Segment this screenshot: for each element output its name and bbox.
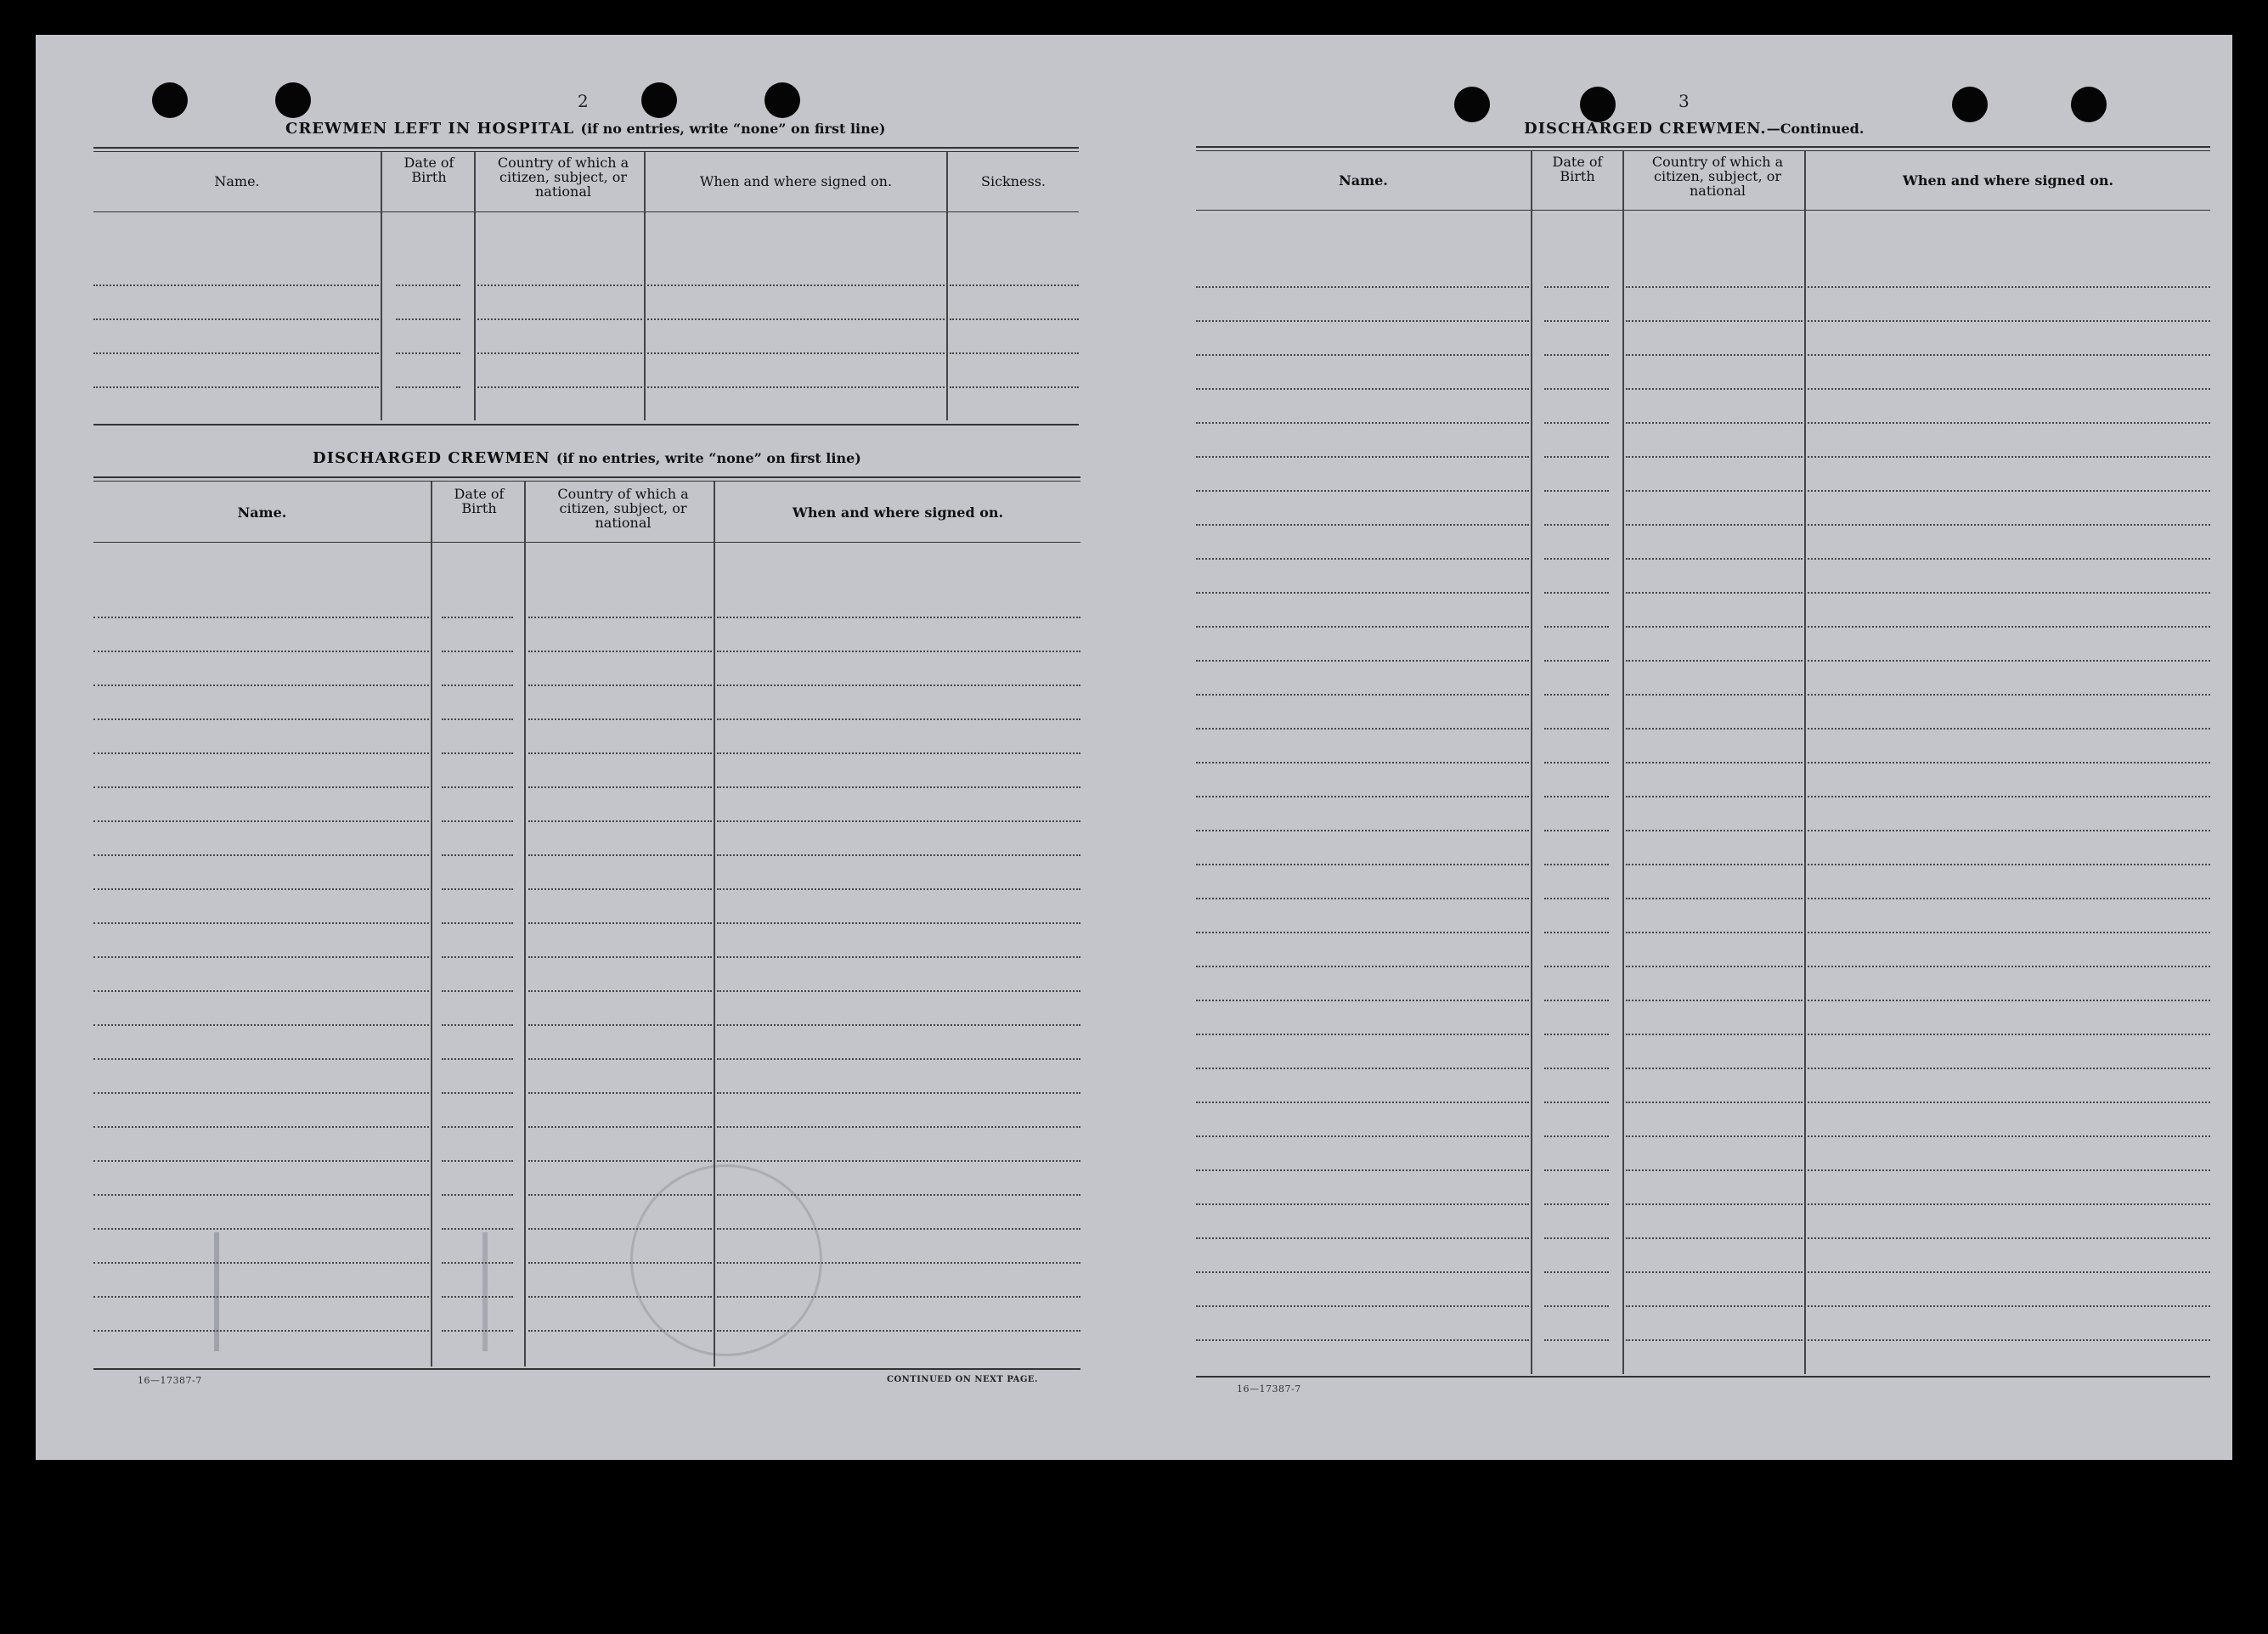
entry-field-line[interactable] <box>717 1126 1080 1128</box>
entry-field-line[interactable] <box>1544 966 1609 967</box>
entry-field-line[interactable] <box>950 386 1079 388</box>
entry-field-line[interactable] <box>1196 898 1529 899</box>
entry-field-line[interactable] <box>93 318 379 320</box>
entry-field-line[interactable] <box>717 617 1080 618</box>
entry-field-line[interactable] <box>1808 1271 2210 1273</box>
entry-field-line[interactable] <box>1808 1135 2210 1137</box>
entry-field-line[interactable] <box>717 956 1080 958</box>
entry-field-line[interactable] <box>1196 320 1529 322</box>
entry-field-line[interactable] <box>1544 1271 1609 1273</box>
entry-field-line[interactable] <box>647 285 945 286</box>
entry-field-line[interactable] <box>1544 932 1609 933</box>
entry-field-line[interactable] <box>950 352 1079 354</box>
discharged-table-right <box>1196 146 2210 1381</box>
entry-field-line[interactable] <box>1544 660 1609 662</box>
entry-field-line[interactable] <box>1808 354 2210 356</box>
entry-field-line[interactable] <box>93 888 429 890</box>
entry-field-line[interactable] <box>528 1092 712 1094</box>
entry-field-line[interactable] <box>528 888 712 890</box>
entry-field-line[interactable] <box>93 1194 429 1196</box>
entry-field-line[interactable] <box>1544 558 1609 560</box>
entry-field-line[interactable] <box>1626 864 1803 865</box>
entry-field-line[interactable] <box>1544 286 1609 288</box>
entry-field-line[interactable] <box>93 1092 429 1094</box>
entry-field-line[interactable] <box>1808 1305 2210 1307</box>
discharged-continued-title <box>1524 120 1864 138</box>
entry-field-line[interactable] <box>1626 1135 1803 1137</box>
entry-field-line[interactable] <box>1626 354 1803 356</box>
entry-field-line[interactable] <box>1544 388 1609 390</box>
entry-field-line[interactable] <box>1196 1135 1529 1137</box>
entry-field-line[interactable] <box>528 820 712 822</box>
form-number-left: 16—17387-7 <box>138 1375 202 1386</box>
entry-field-line[interactable] <box>1808 456 2210 458</box>
entry-field-line[interactable] <box>93 285 379 286</box>
entry-field-line[interactable] <box>1196 864 1529 865</box>
col-name: Name. <box>214 173 260 189</box>
entry-field-line[interactable] <box>1808 490 2210 492</box>
entry-field-line[interactable] <box>1626 388 1803 390</box>
entry-field-line[interactable] <box>717 651 1080 652</box>
entry-field-line[interactable] <box>396 386 460 388</box>
entry-field-line[interactable] <box>528 1160 712 1162</box>
entry-field-line[interactable] <box>1626 1237 1803 1239</box>
entry-field-line[interactable] <box>1808 966 2210 967</box>
col-sickness: Sickness. <box>980 173 1046 189</box>
col-date-of-birth: Date of Birth <box>1552 154 1603 184</box>
entry-field-line[interactable] <box>396 285 460 286</box>
col-country: Country of which a citizen, subject, or national <box>497 155 629 200</box>
entry-field-line[interactable] <box>528 956 712 958</box>
punch-hole-icon <box>275 82 311 118</box>
entry-field-line[interactable] <box>442 820 513 822</box>
entry-field-line[interactable] <box>1808 1068 2210 1069</box>
entry-field-line[interactable] <box>93 922 429 924</box>
entry-field-line[interactable] <box>717 854 1080 856</box>
discharged-cont-title-sub: —Continued. <box>1766 121 1865 137</box>
col-date-of-birth: Date of Birth <box>403 155 454 185</box>
entry-field-line[interactable] <box>1544 626 1609 628</box>
entry-field-line[interactable] <box>1544 1237 1609 1239</box>
col-when-where-signed-on: When and where signed on. <box>699 173 893 189</box>
entry-field-line[interactable] <box>442 651 513 652</box>
entry-field-line[interactable] <box>950 285 1079 286</box>
entry-field-line[interactable] <box>1626 762 1803 763</box>
entry-field-line[interactable] <box>1544 796 1609 797</box>
entry-field-line[interactable] <box>950 318 1079 320</box>
entry-field-line[interactable] <box>1626 932 1803 933</box>
entry-field-line[interactable] <box>93 685 429 686</box>
entry-field-line[interactable] <box>1626 592 1803 594</box>
entry-field-line[interactable] <box>1808 422 2210 424</box>
entry-field-line[interactable] <box>717 820 1080 822</box>
entry-field-line[interactable] <box>93 1228 429 1230</box>
entry-field-line[interactable] <box>1626 694 1803 696</box>
entry-field-line[interactable] <box>1626 1203 1803 1205</box>
entry-field-line[interactable] <box>1626 1102 1803 1103</box>
entry-field-line[interactable] <box>1544 1135 1609 1137</box>
entry-field-line[interactable] <box>1196 728 1529 730</box>
col-name: Name. <box>237 504 287 521</box>
entry-field-line[interactable] <box>1626 626 1803 628</box>
entry-field-line[interactable] <box>1196 558 1529 560</box>
entry-field-line[interactable] <box>93 352 379 354</box>
entry-field-line[interactable] <box>442 956 513 958</box>
entry-field-line[interactable] <box>1196 592 1529 594</box>
entry-field-line[interactable] <box>1626 490 1803 492</box>
entry-field-line[interactable] <box>1544 1034 1609 1035</box>
entry-field-line[interactable] <box>647 386 945 388</box>
col-when-where-signed-on: When and where signed on. <box>792 504 1004 521</box>
entry-field-line[interactable] <box>528 922 712 924</box>
entry-field-line[interactable] <box>1626 558 1803 560</box>
entry-field-line[interactable] <box>1808 762 2210 763</box>
entry-field-line[interactable] <box>1626 898 1803 899</box>
entry-field-line[interactable] <box>1808 1169 2210 1171</box>
entry-field-line[interactable] <box>1196 1169 1529 1171</box>
entry-field-line[interactable] <box>717 990 1080 992</box>
entry-field-line[interactable] <box>442 1126 513 1128</box>
entry-field-line[interactable] <box>442 685 513 686</box>
entry-field-line[interactable] <box>1808 592 2210 594</box>
entry-field-line[interactable] <box>1808 320 2210 322</box>
entry-field-line[interactable] <box>1626 320 1803 322</box>
entry-field-line[interactable] <box>1196 354 1529 356</box>
entry-field-line[interactable] <box>528 651 712 652</box>
entry-field-line[interactable] <box>1626 728 1803 730</box>
entry-field-line[interactable] <box>1626 660 1803 662</box>
entry-field-line[interactable] <box>93 617 429 618</box>
punch-hole-icon <box>1952 87 1988 122</box>
punch-hole-icon <box>641 82 677 118</box>
entry-field-line[interactable] <box>1196 694 1529 696</box>
entry-field-line[interactable] <box>1808 660 2210 662</box>
entry-field-line[interactable] <box>1626 1271 1803 1273</box>
entry-field-line[interactable] <box>1544 1339 1609 1341</box>
entry-field-line[interactable] <box>1544 592 1609 594</box>
entry-field-line[interactable] <box>1196 660 1529 662</box>
entry-field-line[interactable] <box>1196 1068 1529 1069</box>
entry-field-line[interactable] <box>1196 1339 1529 1341</box>
entry-field-line[interactable] <box>93 386 379 388</box>
entry-field-line[interactable] <box>717 718 1080 720</box>
punch-hole-icon <box>1580 87 1616 122</box>
entry-field-line[interactable] <box>1544 456 1609 458</box>
entry-field-line[interactable] <box>1196 1000 1529 1001</box>
col-when-where-signed-on: When and where signed on. <box>1902 172 2114 189</box>
entry-field-line[interactable] <box>717 1092 1080 1094</box>
entry-field-line[interactable] <box>93 854 429 856</box>
entry-field-line[interactable] <box>1808 898 2210 899</box>
entry-field-line[interactable] <box>442 617 513 618</box>
entry-field-line[interactable] <box>528 718 712 720</box>
punch-hole-icon <box>2071 87 2107 122</box>
entry-field-line[interactable] <box>1626 1034 1803 1035</box>
entry-field-line[interactable] <box>1196 830 1529 831</box>
entry-field-line[interactable] <box>442 786 513 788</box>
entry-field-line[interactable] <box>1544 694 1609 696</box>
entry-field-line[interactable] <box>1544 1068 1609 1069</box>
entry-field-line[interactable] <box>1196 1034 1529 1035</box>
entry-field-line[interactable] <box>528 1024 712 1026</box>
entry-field-line[interactable] <box>1626 456 1803 458</box>
entry-field-line[interactable] <box>1808 1034 2210 1035</box>
faint-stamp-mark <box>214 1232 488 1351</box>
entry-field-line[interactable] <box>528 786 712 788</box>
entry-field-line[interactable] <box>647 318 945 320</box>
entry-field-line[interactable] <box>528 990 712 992</box>
entry-field-line[interactable] <box>1196 1203 1529 1205</box>
entry-field-line[interactable] <box>442 990 513 992</box>
col-country: Country of which a citizen, subject, or national <box>1651 154 1784 199</box>
entry-field-line[interactable] <box>1196 932 1529 933</box>
entry-field-line[interactable] <box>717 888 1080 890</box>
entry-field-line[interactable] <box>477 386 642 388</box>
punch-hole-icon <box>1454 87 1490 122</box>
entry-field-line[interactable] <box>93 990 429 992</box>
entry-field-line[interactable] <box>1808 524 2210 526</box>
entry-field-line[interactable] <box>1808 558 2210 560</box>
entry-field-line[interactable] <box>1196 796 1529 797</box>
entry-field-line[interactable] <box>1626 830 1803 831</box>
entry-field-line[interactable] <box>93 1126 429 1128</box>
entry-field-line[interactable] <box>1544 320 1609 322</box>
hospital-section-title <box>285 120 885 138</box>
entry-field-line[interactable] <box>477 285 642 286</box>
entry-field-line[interactable] <box>528 685 712 686</box>
punch-hole-icon <box>764 82 800 118</box>
entry-field-line[interactable] <box>1196 524 1529 526</box>
entry-field-line[interactable] <box>717 1058 1080 1060</box>
entry-field-line[interactable] <box>1808 1203 2210 1205</box>
entry-field-line[interactable] <box>1544 830 1609 831</box>
discharged-cont-title-main: DISCHARGED CREWMEN. <box>1524 120 1767 138</box>
entry-field-line[interactable] <box>647 352 945 354</box>
punch-hole-icon <box>152 82 188 118</box>
entry-field-line[interactable] <box>1196 966 1529 967</box>
entry-field-line[interactable] <box>1626 1000 1803 1001</box>
col-name: Name. <box>1339 172 1388 189</box>
entry-field-line[interactable] <box>1544 864 1609 865</box>
hospital-title-sub: (if no entries, write “none” on first line) <box>580 121 886 137</box>
entry-field-line[interactable] <box>1196 1271 1529 1273</box>
entry-field-line[interactable] <box>1196 1102 1529 1103</box>
entry-field-line[interactable] <box>93 820 429 822</box>
entry-field-line[interactable] <box>717 1024 1080 1026</box>
entry-field-line[interactable] <box>1626 1068 1803 1069</box>
page-number-right: 3 <box>1678 91 1690 111</box>
entry-field-line[interactable] <box>1196 422 1529 424</box>
entry-field-line[interactable] <box>1808 286 2210 288</box>
entry-field-line[interactable] <box>1808 1000 2210 1001</box>
entry-field-line[interactable] <box>1544 1169 1609 1171</box>
entry-field-line[interactable] <box>442 1092 513 1094</box>
discharged-title-sub: (if no entries, write “none” on first line) <box>556 450 861 466</box>
entry-field-line[interactable] <box>1196 762 1529 763</box>
entry-field-line[interactable] <box>528 1058 712 1060</box>
entry-field-line[interactable] <box>442 718 513 720</box>
entry-field-line[interactable] <box>1626 1339 1803 1341</box>
entry-field-line[interactable] <box>1196 626 1529 628</box>
entry-field-line[interactable] <box>93 1058 429 1060</box>
entry-field-line[interactable] <box>717 752 1080 754</box>
entry-field-line[interactable] <box>1808 1237 2210 1239</box>
entry-field-line[interactable] <box>1808 1102 2210 1103</box>
entry-field-line[interactable] <box>477 318 642 320</box>
col-date-of-birth: Date of Birth <box>454 486 505 516</box>
entry-field-line[interactable] <box>1544 728 1609 730</box>
entry-field-line[interactable] <box>93 752 429 754</box>
hospital-table <box>93 147 1079 427</box>
entry-field-line[interactable] <box>1544 490 1609 492</box>
entry-field-line[interactable] <box>528 1126 712 1128</box>
entry-field-line[interactable] <box>717 922 1080 924</box>
form-number-right: 16—17387-7 <box>1237 1383 1301 1395</box>
entry-field-line[interactable] <box>442 1160 513 1162</box>
entry-field-line[interactable] <box>93 956 429 958</box>
entry-field-line[interactable] <box>93 1024 429 1026</box>
entry-field-line[interactable] <box>1544 1102 1609 1103</box>
entry-field-line[interactable] <box>442 1058 513 1060</box>
page-number-left: 2 <box>578 91 589 111</box>
col-country: Country of which a citizen, subject, or national <box>557 486 689 531</box>
entry-field-line[interactable] <box>1808 694 2210 696</box>
entry-field-line[interactable] <box>1544 762 1609 763</box>
entry-field-line[interactable] <box>442 888 513 890</box>
entry-field-line[interactable] <box>528 854 712 856</box>
faint-stamp-mark <box>630 1164 822 1356</box>
entry-field-line[interactable] <box>1808 932 2210 933</box>
entry-field-line[interactable] <box>528 617 712 618</box>
entry-field-line[interactable] <box>442 1194 513 1196</box>
discharged-title-main: DISCHARGED CREWMEN <box>313 449 550 467</box>
entry-field-line[interactable] <box>1544 1305 1609 1307</box>
entry-field-line[interactable] <box>1626 286 1803 288</box>
entry-field-line[interactable] <box>477 352 642 354</box>
entry-field-line[interactable] <box>1544 1203 1609 1205</box>
discharged-section-title <box>313 449 861 467</box>
entry-field-line[interactable] <box>93 718 429 720</box>
entry-field-line[interactable] <box>1196 490 1529 492</box>
entry-field-line[interactable] <box>396 318 460 320</box>
entry-field-line[interactable] <box>1808 1339 2210 1341</box>
entry-field-line[interactable] <box>1626 1305 1803 1307</box>
entry-field-line[interactable] <box>442 1228 513 1230</box>
document-sheet <box>36 35 2232 1460</box>
entry-field-line[interactable] <box>1626 966 1803 967</box>
entry-field-line[interactable] <box>1544 898 1609 899</box>
entry-field-line[interactable] <box>1196 286 1529 288</box>
entry-field-line[interactable] <box>1808 830 2210 831</box>
entry-field-line[interactable] <box>1808 796 2210 797</box>
entry-field-line[interactable] <box>528 752 712 754</box>
entry-field-line[interactable] <box>442 854 513 856</box>
entry-field-line[interactable] <box>442 1024 513 1026</box>
entry-field-line[interactable] <box>1626 422 1803 424</box>
entry-field-line[interactable] <box>1196 1305 1529 1307</box>
entry-field-line[interactable] <box>1196 388 1529 390</box>
entry-field-line[interactable] <box>1808 864 2210 865</box>
entry-field-line[interactable] <box>1626 524 1803 526</box>
entry-field-line[interactable] <box>717 685 1080 686</box>
entry-field-line[interactable] <box>93 786 429 788</box>
entry-field-line[interactable] <box>93 651 429 652</box>
entry-field-line[interactable] <box>1544 524 1609 526</box>
entry-field-line[interactable] <box>1808 626 2210 628</box>
entry-field-line[interactable] <box>442 922 513 924</box>
entry-field-line[interactable] <box>1626 796 1803 797</box>
entry-field-line[interactable] <box>442 752 513 754</box>
entry-field-line[interactable] <box>1544 1000 1609 1001</box>
entry-field-line[interactable] <box>717 786 1080 788</box>
entry-field-line[interactable] <box>1808 388 2210 390</box>
entry-field-line[interactable] <box>1196 1237 1529 1239</box>
entry-field-line[interactable] <box>1544 422 1609 424</box>
entry-field-line[interactable] <box>1196 456 1529 458</box>
entry-field-line[interactable] <box>1808 728 2210 730</box>
entry-field-line[interactable] <box>396 352 460 354</box>
entry-field-line[interactable] <box>1626 1169 1803 1171</box>
entry-field-line[interactable] <box>717 1160 1080 1162</box>
continued-note: CONTINUED ON NEXT PAGE. <box>887 1375 1039 1384</box>
entry-field-line[interactable] <box>1544 354 1609 356</box>
hospital-title-main: CREWMEN LEFT IN HOSPITAL <box>285 120 575 138</box>
entry-field-line[interactable] <box>93 1160 429 1162</box>
